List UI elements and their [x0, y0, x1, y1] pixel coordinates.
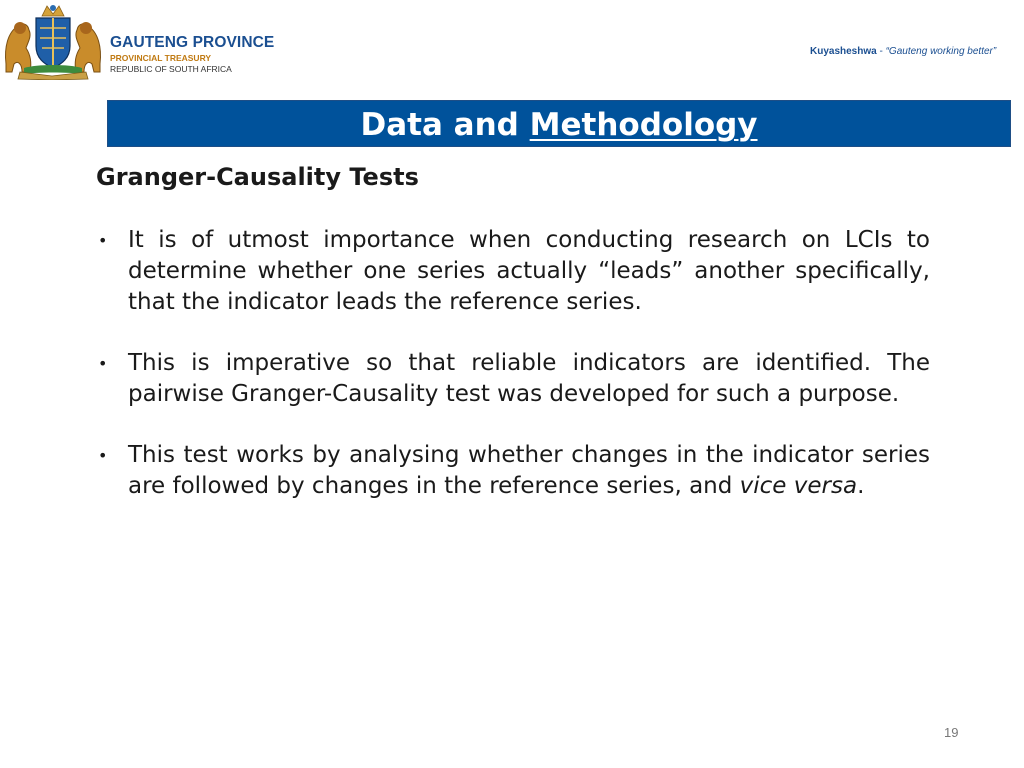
bullet-text: It is of utmost importance when conducting research on LCIs to determine whether one series actually “leads” another specifically, that the indicator leads the reference series.: [128, 227, 930, 315]
bullet-text-end: .: [857, 473, 865, 499]
bullet-dot-icon: •: [98, 354, 108, 373]
bullet-italic-text: vice versa: [739, 473, 858, 499]
slogan: [810, 46, 996, 57]
org-country: REPUBLIC OF SOUTH AFRICA: [110, 64, 232, 74]
bullet-item: [96, 440, 930, 502]
page-number: 19: [944, 725, 959, 740]
coat-of-arms-logo: [2, 2, 104, 80]
slide-title: [108, 106, 1010, 144]
bullet-text: This test works by analysing whether changes in the indicator series are followed by changes in the reference series, and: [128, 442, 930, 499]
slogan-name: Kuyasheshwa: [810, 46, 877, 57]
slide-title-part1: Data and: [360, 107, 530, 143]
org-name: GAUTENG PROVINCE: [110, 34, 275, 51]
bullet-item: [96, 348, 930, 410]
org-department: PROVINCIAL TREASURY: [110, 53, 212, 63]
bullet-dot-icon: •: [98, 446, 108, 465]
organization-name-block: [110, 34, 274, 75]
slogan-quote: “Gauteng working better”: [885, 46, 997, 57]
slogan-separator: -: [876, 46, 886, 57]
title-banner: [107, 100, 1011, 147]
header: [0, 0, 1024, 85]
slide-title-part2: Methodology: [529, 107, 758, 143]
section-subtitle: Granger-Causality Tests: [96, 163, 419, 191]
bullet-item: [96, 225, 930, 318]
bullet-text: This is imperative so that reliable indicators are identified. The pairwise Granger-Causality test was developed for such a purpose.: [128, 350, 930, 407]
bullet-list: [96, 225, 930, 532]
bullet-dot-icon: •: [98, 231, 108, 250]
